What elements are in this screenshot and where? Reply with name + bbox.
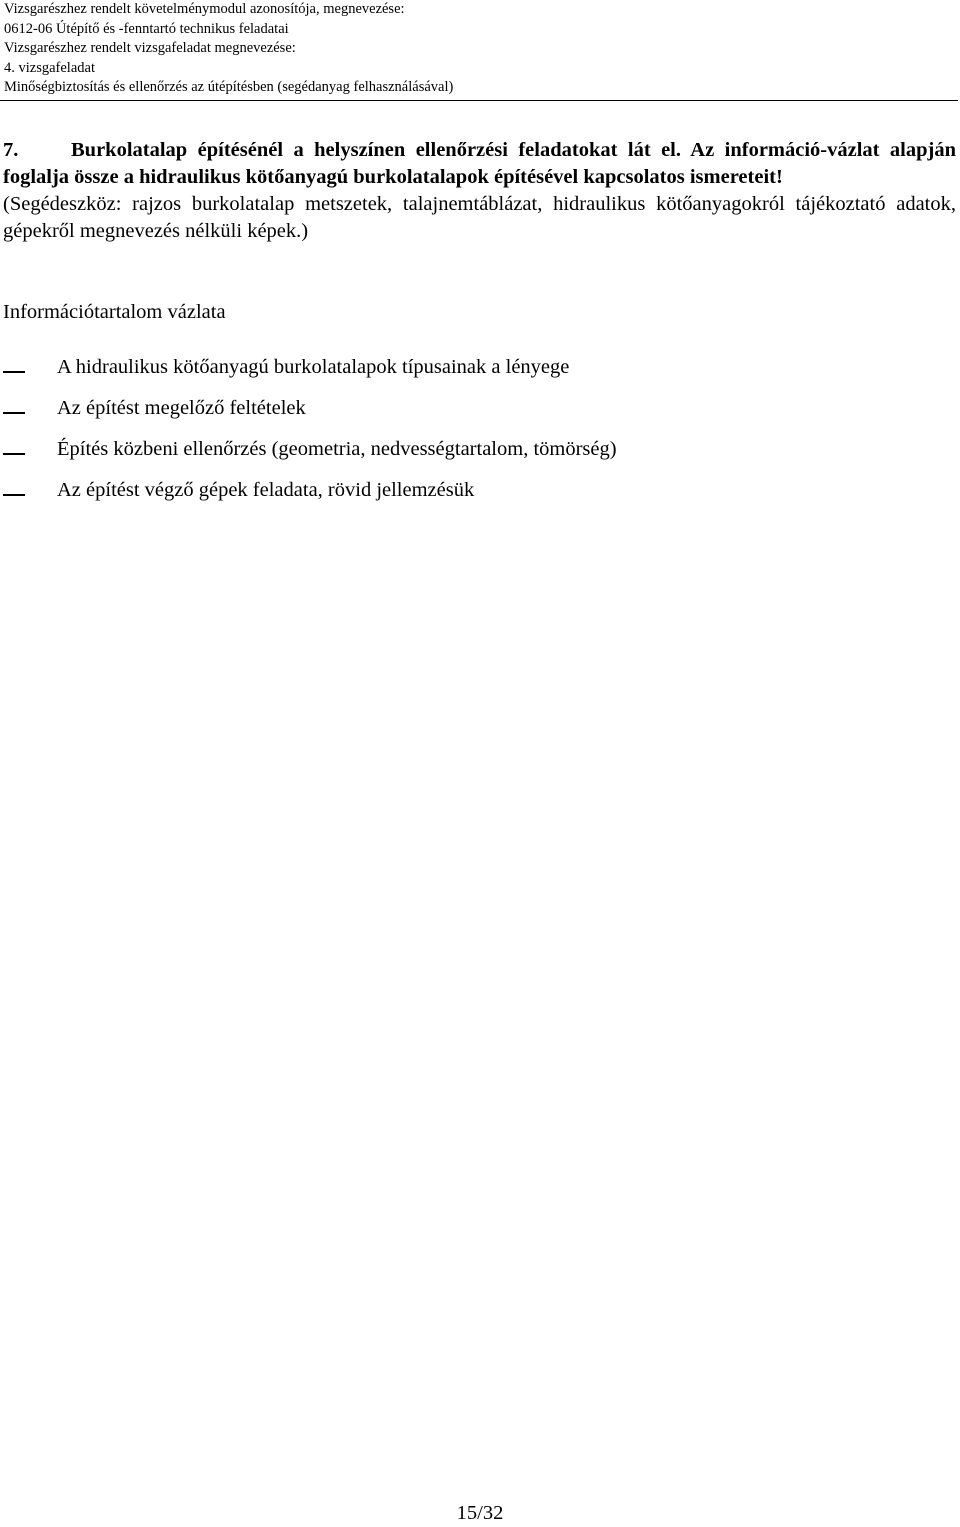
list-item — [3, 436, 953, 477]
list-item-text: Építés közbeni ellenőrzés (geometria, nedvességtartalom, tömörség) — [57, 438, 617, 460]
task-title — [3, 137, 956, 191]
list-item-text: Az építést végző gépek feladata, rövid jellemzésük — [57, 479, 475, 501]
header-line-task-label: Vizsgarészhez rendelt vizsgafeladat megnevezése: — [4, 40, 296, 57]
outline-list — [3, 354, 953, 518]
header-line-task-number: 4. vizsgafeladat — [4, 59, 95, 76]
header-line-module-name: 0612-06 Útépítő és -fenntartó technikus feladatai — [4, 20, 289, 37]
list-item-text: Az építést megelőző feltételek — [57, 397, 306, 419]
dash-bullet-icon — [3, 494, 25, 496]
dash-bullet-icon — [3, 453, 25, 455]
outline-heading: Információtartalom vázlata — [3, 301, 226, 323]
header-divider — [0, 100, 958, 101]
list-item-text: A hidraulikus kötőanyagú burkolatalapok típusainak a lényege — [57, 356, 570, 378]
dash-bullet-icon — [3, 371, 25, 373]
task-section — [3, 137, 956, 245]
task-number: 7. — [3, 139, 19, 161]
header-line-task-name: Minőségbiztosítás és ellenőrzés az útépítésben (segédanyag felhasználásával) — [4, 79, 454, 96]
dash-bullet-icon — [3, 412, 25, 414]
page-number: 15/32 — [456, 1502, 504, 1524]
list-item — [3, 395, 953, 436]
list-item — [3, 354, 953, 395]
list-item — [3, 477, 953, 518]
header-line-module-label: Vizsgarészhez rendelt követelménymodul azonosítója, megnevezése: — [4, 1, 405, 17]
task-title-text: Burkolatalap építésénél a helyszínen ellenőrzési feladatokat lát el. Az információ-vázlat alapján foglalja össze a hidraulikus kötőanyagú burkolatalapok építésével kapcsolatos ismereteit! — [3, 139, 956, 188]
task-aids-note: (Segédeszköz: rajzos burkolatalap metszetek, talajnemtáblázat, hidraulikus kötőanyagokról tájékoztató adatok, gépekről megnevezés nélküli képek.) — [3, 193, 956, 242]
page-header — [4, 0, 944, 98]
